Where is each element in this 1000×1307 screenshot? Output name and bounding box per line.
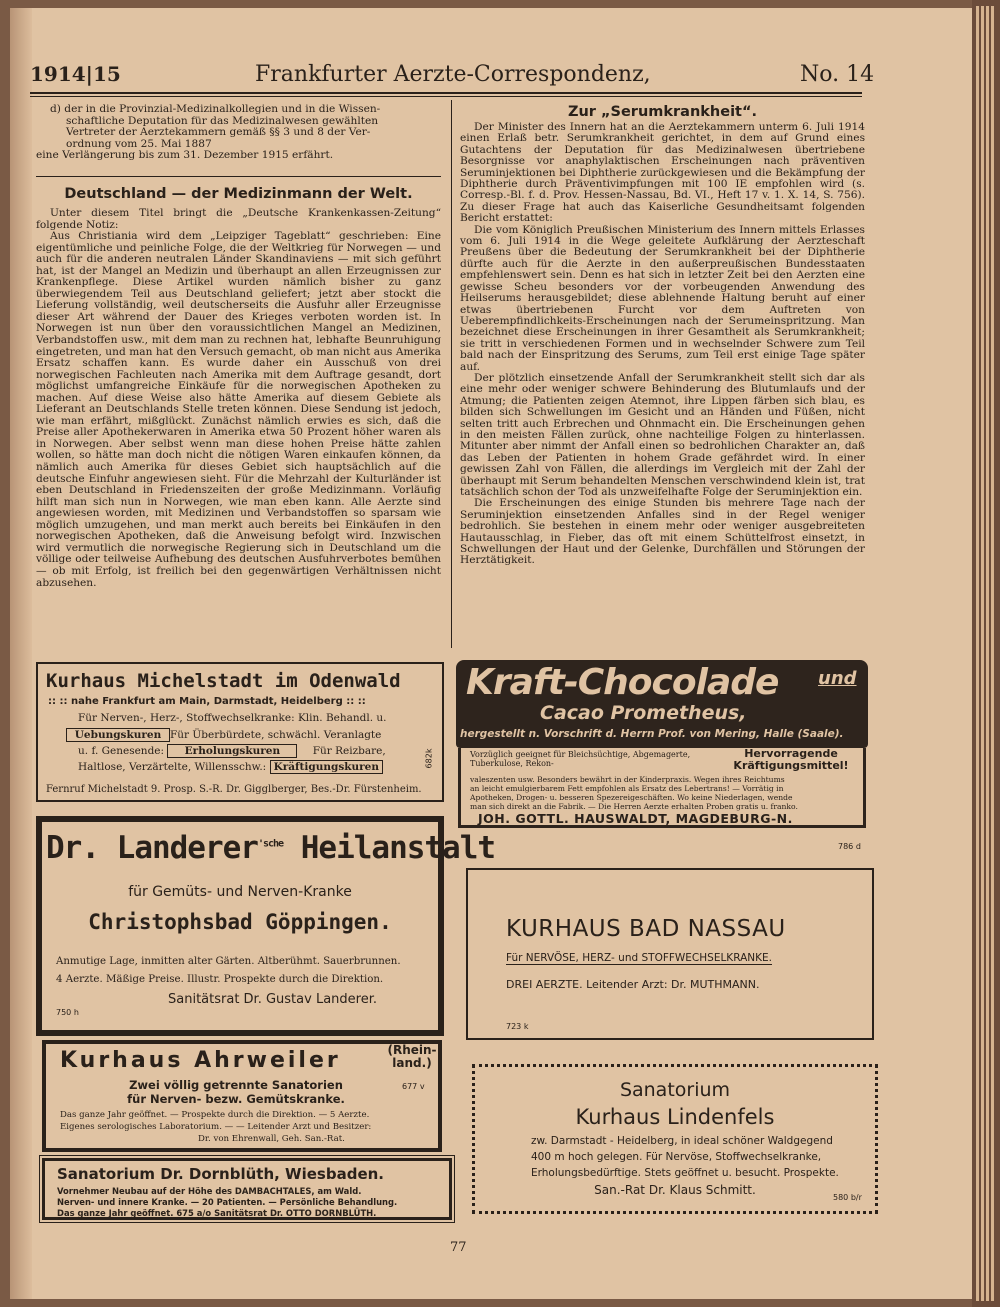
issue-number: No. 14 [800, 62, 875, 87]
page-edges [972, 0, 1000, 1307]
article-body-serumkrankheit: Der Minister des Innern hat an die Aerztekammern unterm 6. Juli 1914 einen Erlaß betr. Serumkrankheit gerichtet, in dem auf Grund eines Gutachtens der Deputation für das Medizinalwesen übertriebene Besorgnisse vor anaphylaktischen Erscheinungen nach präventiven Seruminjektionen bei Diphtherie zurückgewiesen und die Bekämpfung der Diphtherie durch Präventivimpfungen mit 100 IE empfohlen wird (s. Corresp.-Bl. f. d. Prov. Hessen-Nassau, Bd. VI., Heft 17 v. 1. X. 14, S. 756). Zu dieser Frage hat auch das Kaiserliche Gesundheitsamt folgenden Bericht erstattet: Die vom Königlich Preußischen Ministerium des Innern mittels Erlasses vom 6. Juli 1914 in die Wege geleitete Aufklärung der Aerzteschaft Preußens über die Bedeutung der Serumkrankheit bei der Diphtherie dürfte auch für die Aerzte in den außerpreußischen Bundesstaaten empfehlenswert sein. Denn es hat sich in letzter Zeit bei den Aerzten eine gewisse Scheu besonders vor der vorbeugenden Anwendung des Heilserums herausgebildet; diese ablehnende Haltung beruht auf einer etwas übertriebenen Furcht vor dem Auftreten von Ueberempfindlichkeits-Erscheinungen nach der Serumeinspritzung. Man bezeichnet diese Erscheinungen in ihrer Gesamtheit als Serumkrankheit; sie tritt in verschiedenen Formen und in wechselnder Schwere zum Teil bald nach der Einspritzung des Serums, zum Teil erst einige Tage später auf. Der plötzlich einsetzende Anfall der Serumkrankheit stellt sich dar als eine mehr oder weniger schwere Behinderung des Blutumlaufs und der Atmung; die Patienten zeigen Atemnot, ihre Lippen färben sich blau, es bilden sich Schwellungen im Gesicht und an Händen und Füßen, nicht selten tritt auch Erbrechen und Ohnmacht ein. Die Erscheinungen gehen in den meisten Fällen zurück, ohne nachteilige Folgen zu hinterlassen. Mitunter aber nimmt der Anfall einen so bedrohlichen Charakter an, daß das Leben der Patienten in hohem Grade gefährdet wird. In einer gewissen Zahl von Fällen, die allerdings im Vergleich mit der Zahl der überhaupt mit Serum behandelten Menschen verschwindend klein ist, trat tatsächlich schon der Tod als unzweifelhafte Folge der Seruminjektion ein. Die Erscheinungen des einige Stunden bis mehrere Tage nach der Seruminjektion einsetzenden Anfalles sind in der Regel weniger bedrohlich. Sie bestehen in einem mehr oder weniger ausgebreiteten Hautausschlag, in Fieber, das oft mit einem Schüttelfrost einsetzt, in Schwellungen der Haut und der Gelenke, Durchfällen und Störungen der Herztätigkeit. [460, 121, 865, 567]
article-title-medizinmann: Deutschland — der Medizinmann der Welt. [64, 186, 413, 202]
header-rule [30, 92, 862, 94]
ad-sanatorium-lindenfels: Sanatorium Kurhaus Lindenfels zw. Darmstadt - Heidelberg, in ideal schöner Waldgegend 400 m hoch gelegen. Für Nervöse, Stoffwechselkranke, Erholungsbedürftige. Stets geöffnet u. besucht. Prospekte. San.-Rat Dr. Klaus Schmitt. 580 b/r [472, 1064, 878, 1214]
ad-kurhaus-michelstadt: Kurhaus Michelstadt im Odenwald :: :: nahe Frankfurt am Main, Darmstadt, Heidelberg :: :: Für Nerven-, Herz-, Stoffwechselkranke: Klin. Behandl. u. Uebungskuren Für Überbürdete, schwächl. Veranlagte u. f. Genesende: Erholungskuren Für Reizbare, Haltlose, Verzärtelte, Willensschw.: Kräftigungskuren 682k Fernruf Michelstadt 9. Prosp. S.-R. Dr. Gigglberger, Bes.-Dr. Fürstenheim. [36, 662, 444, 802]
header-year: 1914|15 [30, 62, 121, 86]
ad-kraft-chocolade: Kraft-Chocolade und Cacao Prometheus, hergestellt n. Vorschrift d. Herrn Prof. von Mering, Halle (Saale). Vorzüglich geeignet für Bleichsüchtige, Abgemagerte, Tuberkulose, Rekon- Hervorragende Kräftigungsmittel! valeszenten usw. Besonders bewährt in der Kinderpraxis. Wegen ihres Reichtums an leicht emulgierbarem Fett empfohlen als Ersatz des Lebertrans! — Vorrätig in Apotheken, Drogen- u. besseren Spezereigeschäften. Wo keine Niederlagen, wende man sich direkt an die Fabrik. — Die Herren Aerzte erhalten Proben gratis u. franko. JOH. GOTTL. HAUSWALDT, MAGDEBURG-N. 786 d [456, 660, 868, 852]
column-rule [451, 100, 452, 648]
list-item-d: d) der in die Provinzial-Medizinalkollegien und in die Wissen- schaftliche Deputation für das Medizinalwesen gewählten Vertreter der Aerztekammern gemäß §§ 3 und 8 der Ver- ordnung vom 25. Mai 1887 eine Verlängerung bis zum 31. Dezember 1915 erfährt. [36, 103, 381, 162]
page-number: 77 [450, 1240, 467, 1255]
article-title-serumkrankheit: Zur „Serumkrankheit“. [567, 104, 758, 120]
article-body-medizinmann: Unter diesem Titel bringt die „Deutsche Krankenkassen-Zeitung“ folgende Notiz: Aus Christiania wird dem „Leipziger Tageblatt“ geschrieben: Eine eigentümliche und peinliche Folge, die der Weltkrieg für Norwegen — und auch für die anderen neutralen Länder Skandinaviens — mit sich geführt hat, ist der Mangel an Medizin und überhaupt an allen Erzeugnissen zur Krankenpflege. Diese Artikel wurden nämlich bisher zu ganz überwiegendem Teil aus Deutschland geliefert; jetzt aber stockt die Lieferung vollständig, weil deutscherseits die Ausfuhr aller Erzeugnisse dieser Art während der Dauer des Krieges verboten worden ist. In Norwegen ist nun über den voraussichtlichen Mangel an Medizinen, Verbandstoffen usw., mit dem man zu rechnen hat, lebhafte Beunruhigung eingetreten, und man hat den Versuch gemacht, ob man nicht aus Amerika Ersatz schaffen kann. Es wurde daher ein Ausschuß von drei norwegischen Fachleuten nach Amerika mit dem Auftrage gesandt, dort möglichst umfangreiche Einkäufe für die norwegischen Apotheken zu machen. Auf diese Weise also hätte Amerika auf diesem Gebiete als Lieferant an Deutschlands Stelle treten können. Diese Sendung ist jedoch, wie man erfährt, mißglückt. Zunächst nämlich erwies es sich, daß die Preise aller Apothekerwaren in Amerika etwa 50 Prozent höher waren als in Norwegen. Aber selbst wenn man diese hohen Preise hätte zahlen wollen, so hätte man doch nicht die nötigen Waren einkaufen können, da nämlich auch Amerika für dieses Gebiet sich hauptsächlich auf die deutsche Einfuhr angewiesen sieht. Für die Mehrzahl der Kulturländer ist eben Deutschland in Friedenszeiten der große Medizinmann. Vorläufig hilft man sich nun in Norwegen, wie man eben kann. Alle Aerzte sind angewiesen worden, mit Medizinen und Verbandstoffen so sparsam wie möglich umzugehen, und man merkt auch bereits bei Einkäufen in den norwegischen Apotheken, daß die Anweisung befolgt wird. Inzwischen wird vermutlich die norwegische Regierung sich in Deutschland um die völlige oder teilweise Aufhebung des deutschen Ausfuhrverbotes bemühen — ob mit Erfolg, ist freilich bei den gegenwärtigen Verhältnissen nicht abzusehen. [36, 207, 441, 589]
journal-title: Frankfurter Aerzte-Correspondenz, [255, 62, 651, 87]
ad-kurhaus-ahrweiler: Kurhaus Ahrweiler (Rhein-land.) Zwei völlig getrennte Sanatorien für Nerven- bezw. Gemütskranke. 677 v Das ganze Jahr geöffnet. — Prospekte durch die Direktion. — 5 Aerzte. Eigenes serologisches Laboratorium. — — Leitender Arzt und Besitzer: Dr. von Ehrenwall, Geh. San.-Rat. [42, 1040, 442, 1152]
binding-gutter [10, 8, 32, 1299]
ad-sanatorium-dornblueth: Sanatorium Dr. Dornblüth, Wiesbaden. Vornehmer Neubau auf der Höhe des DAMBACHTALES, am Wald. Nerven- und innere Kranke. — 20 Patienten. — Persönliche Behandlung. Das ganze Jahr geöffnet. 675 a/o Sanitätsrat Dr. OTTO DORNBLÜTH. [42, 1158, 452, 1220]
ad-landerer-heilanstalt: Dr. Landerer$^{'sche}$ Heilanstalt für Gemüts- und Nerven-Kranke Christophsbad Göppingen. Anmutige Lage, inmitten alter Gärten. Altberühmt. Sauerbrunnen. 4 Aerzte. Mäßige Preise. Illustr. Prospekte durch die Direktion. Sanitätsrat Dr. Gustav Landerer. 750 h [36, 816, 444, 1036]
ad-kurhaus-bad-nassau: KURHAUS BAD NASSAU Für NERVÖSE, HERZ- und STOFFWECHSELKRANKE. DREI AERZTE. Leitender Arzt: Dr. MUTHMANN. 723 k [466, 868, 874, 1040]
